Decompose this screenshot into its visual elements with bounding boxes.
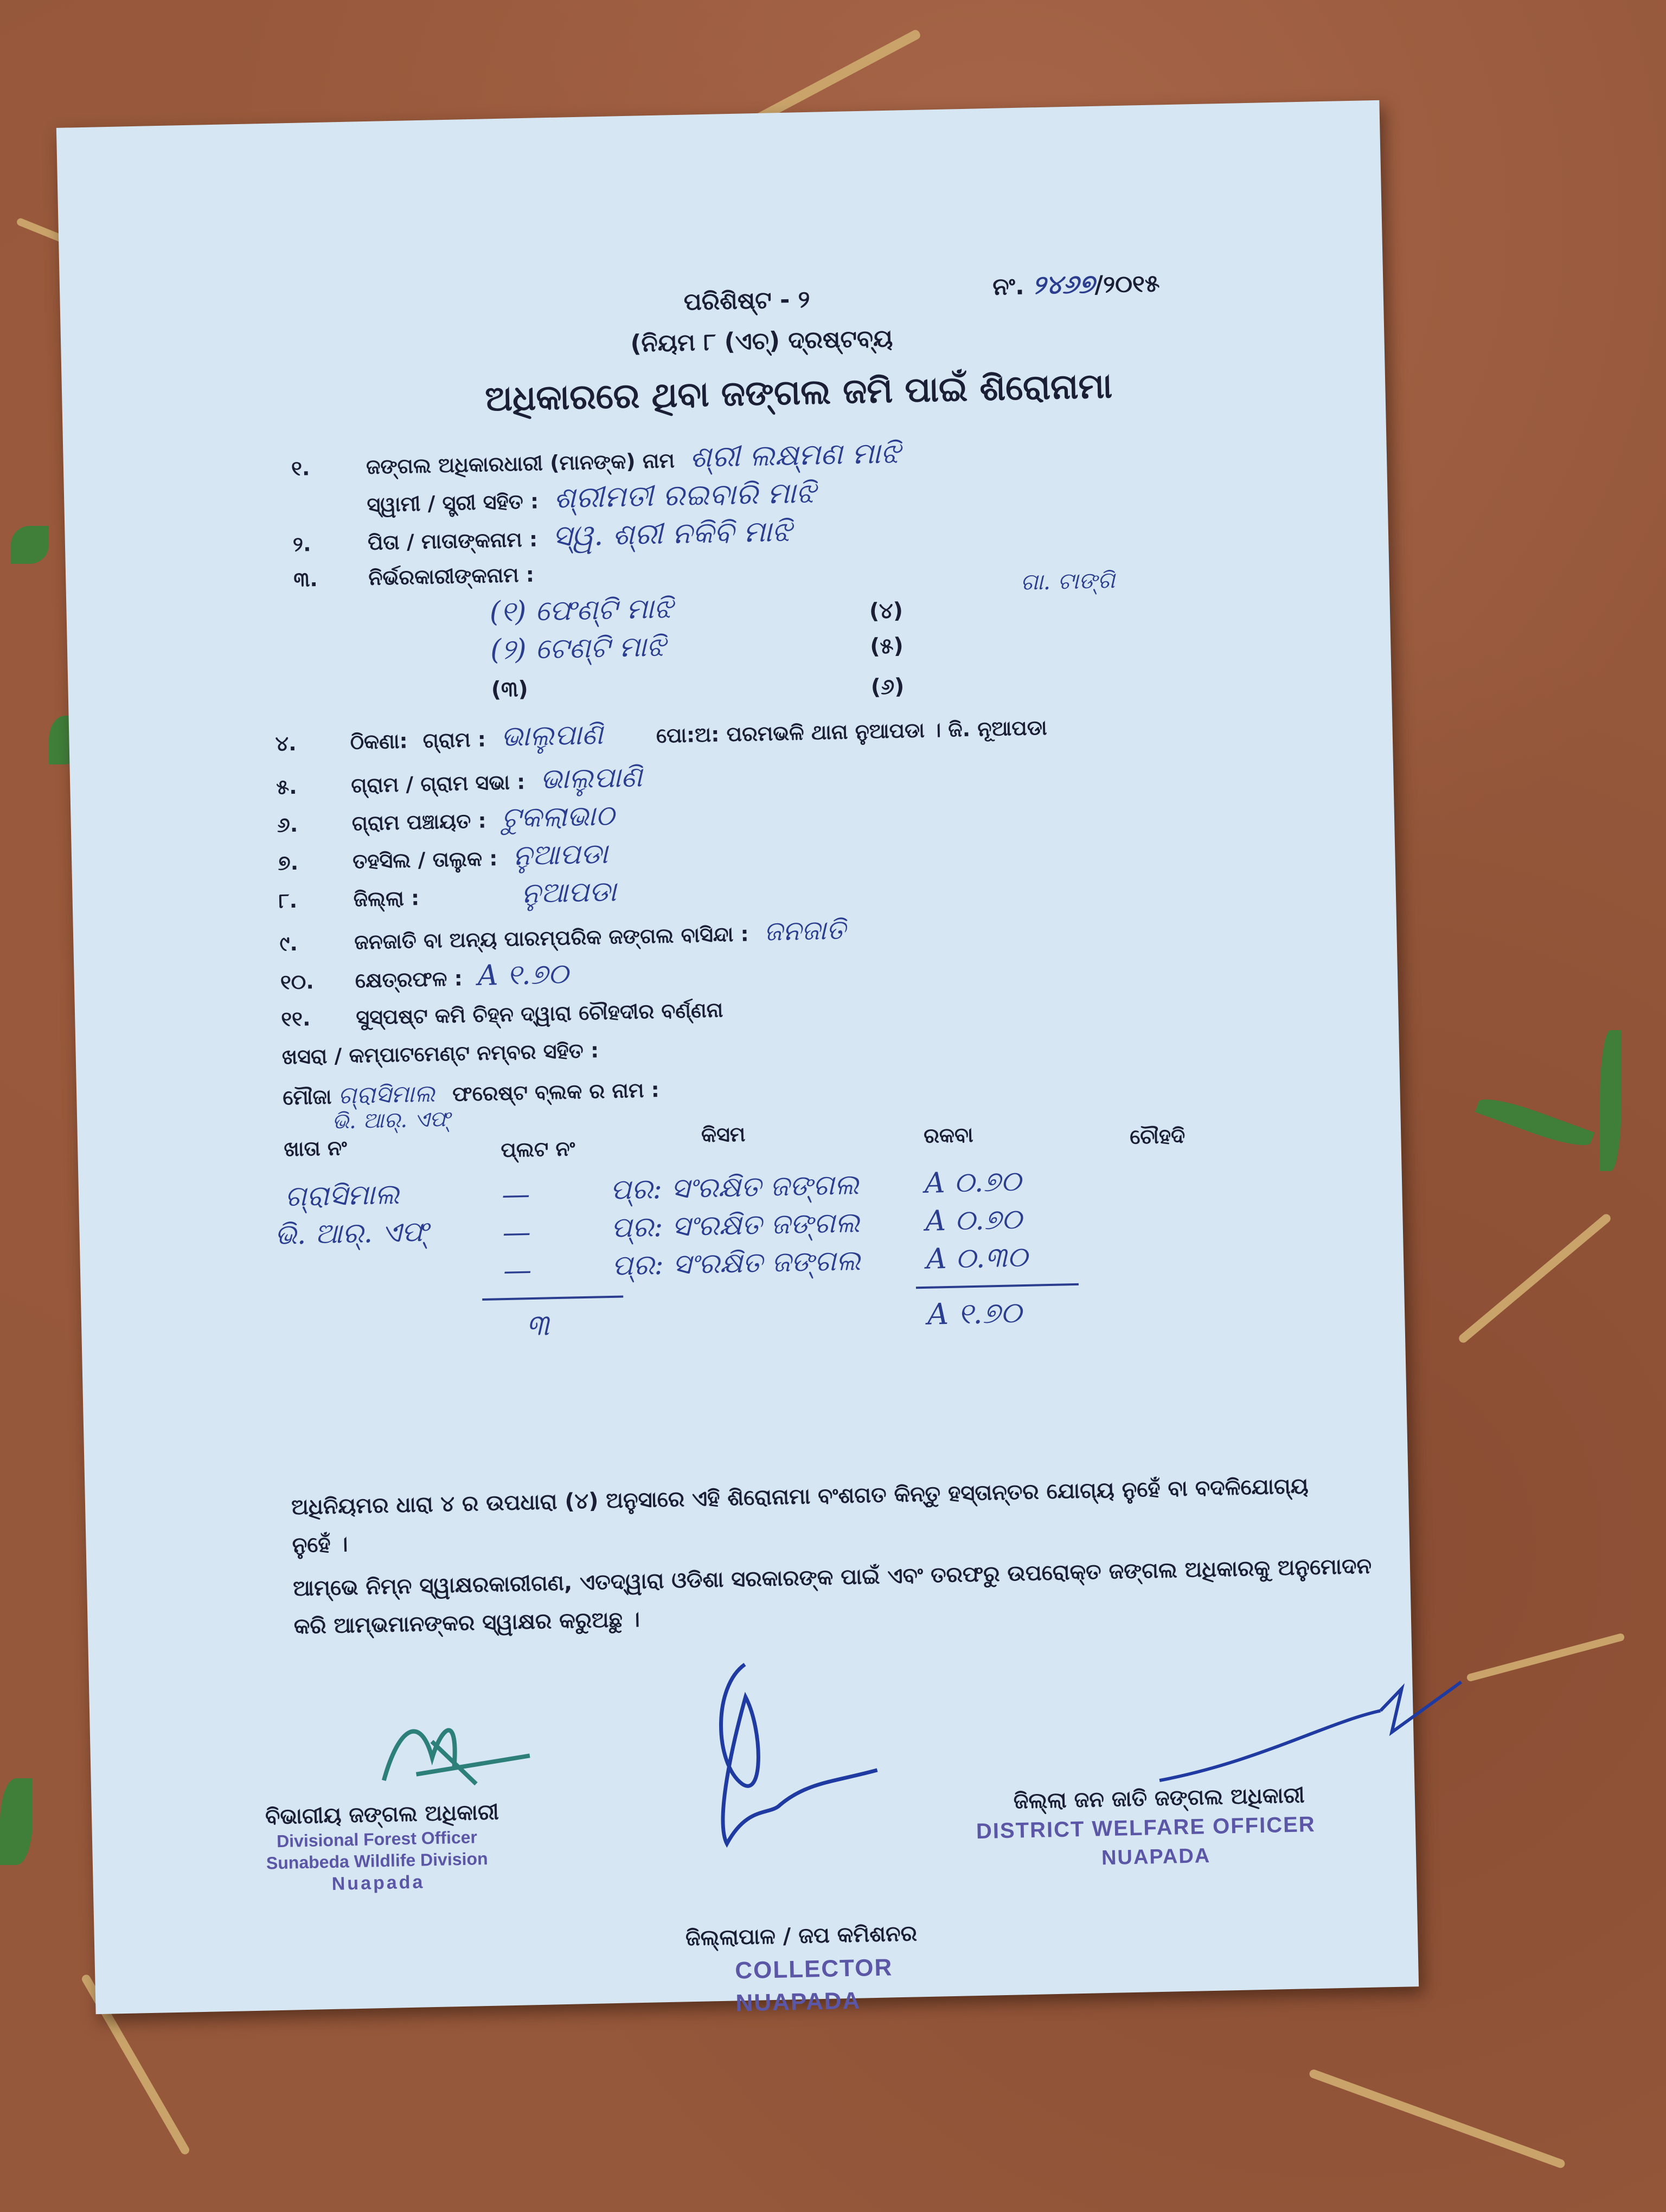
table-row-rakba: A ୦.୭୦ [925,1203,1022,1238]
field-number: ୭. [277,850,299,875]
total-plots: ୩ [526,1308,550,1343]
reference-number [992,267,1160,301]
field-label: ତହସିଲ / ତାଲୁକ : [352,846,498,873]
dfo-stamp-line-2: Sunabeda Wildlife Division [266,1848,488,1873]
mouza-label: ମୌଜା [282,1084,332,1110]
field-number: ୧୧. [280,1006,311,1031]
field-label: ଜିଲ୍ଲା : [353,886,420,911]
table-row-khata: ଭି. ଆର୍. ଏଫ୍ [274,1216,429,1251]
dfo-signature [349,1690,547,1814]
mouza-value: ଗ୍ରାସିମାଲ [337,1079,435,1110]
dfo-stamp-line-1: Divisional Forest Officer [276,1827,478,1851]
field-label: କ୍ଷେତ୍ରଫଳ : [355,966,463,993]
village-value: ଭାଲୁପାଣି [501,718,604,753]
table-row-kisam: ପ୍ର: ସଂରକ୍ଷିତ ଜଙ୍ଗଲ [610,1168,860,1206]
village-label: ଗ୍ରାମ : [422,727,486,753]
field-number [292,512,352,513]
total-area: A ୧.୭୦ [927,1295,1022,1332]
collector-title-odia: ଜିଲ୍ଲାପାଳ / ଜପ କମିଶନର [685,1921,918,1951]
field-value: ନୁଆପଡା [521,875,617,910]
field-number: ୧. [291,456,310,480]
dfo-stamp-line-3: Nuapada [331,1872,425,1894]
field-value: A ୧.୭୦ [477,957,569,992]
forest-rights-title-document [56,100,1419,2017]
header-rakba: ରକବା [923,1122,974,1148]
header-khata: ଖାତା ନଂ [283,1136,348,1161]
table-row-rakba: A ୦.୩୦ [926,1240,1028,1276]
field-value: ଟୁକଲାଭାଠ [501,799,615,835]
appendix-label: ପରିଶିଷ୍ଟ - ୨ [683,285,811,316]
dwo-signature [1146,1671,1474,1786]
field-label: ସୁସ୍ପଷ୍ଟ କମି ଚିହ୍ନ ଦ୍ୱାରା ଚୌହଦୀର ବର୍ଣ୍ଣନା [355,998,723,1030]
total-underline-area [916,1283,1079,1289]
declaration-line-2: ଆମ୍ଭେ ନିମ୍ନ ସ୍ୱାକ୍ଷରକାରୀଗଣ, ଏତଦ୍ୱାରା ଓଡିଶା ସରକାରଙ୍କ ପାଇଁ ଏବଂ ତରଫରୁ ଉପରୋକ୍ତ ଜଙ୍ଗଲ ଅଧିକାରକୁ ଅନୁମୋଦନ [292,1553,1372,1602]
field-label: ସ୍ୱାମୀ / ସ୍ତ୍ରୀ ସହିତ : [367,489,539,517]
reference-year: /୨୦୧୫ [1094,269,1160,299]
field-spouse [292,475,816,521]
table-row-khata: ଗ୍ରାସିମାଲ [284,1178,400,1213]
dfo-title-odia: ବିଭାଗୀୟ ଜଙ୍ଗଲ ଅଧିକାରୀ [265,1799,499,1830]
field-value: ସ୍ୱ. ଶ୍ରୀ ନକିବି ମାଝି [552,513,792,553]
post-office-address: ପୋ:ଅ: ପରମଭଳି ଥାନା ନୁଆପଡା । ଜି. ନୂଆପଡା [656,715,1047,748]
field-number: ୯. [279,931,298,956]
field-value: ଶ୍ରୀ ଲକ୍ଷ୍ମଣ ମାଝି [689,435,901,474]
field-number: ୬. [277,812,298,837]
field-gram-panchayat [277,800,614,840]
field-number: ୮. [278,888,298,913]
dwo-stamp-line-1: DISTRICT WELFARE OFFICER [976,1812,1316,1844]
field-number: ୩. [293,567,318,591]
header-kisam: କିସମ [701,1122,746,1147]
dependent-2: (୨) ଟେଣ୍ଟି ମାଝି [490,630,666,667]
dependents-side-note: ଗା. ଟାଙ୍ଗି [1020,567,1116,595]
field-label: ନିର୍ଭରକାରୀଙ୍କନାମ : [368,562,535,590]
collector-stamp-line-1: COLLECTOR [734,1954,893,1984]
table-row-kisam: ପ୍ର: ସଂରକ୍ଷିତ ଜଙ୍ଗଲ [610,1206,860,1244]
reference-number-value: ୨୪୬୭ [1032,268,1095,301]
field-label: ଜଙ୍ଗଲ ଅଧିକାରଧାରୀ (ମାନଙ୍କ) ନାମ [366,448,675,479]
dwo-stamp-line-2: NUAPADA [1101,1844,1211,1870]
rule-reference: (ନିୟମ ୮ (ଏଚ୍) ଦ୍ରଷ୍ଟବ୍ୟ [630,324,893,358]
total-underline-plots [482,1296,623,1301]
field-dependents [293,562,550,592]
field-value: ନୁଆପଡା [512,837,608,872]
forest-block-value: ଭି. ଆର୍. ଏଫ୍ [331,1107,451,1134]
dependent-6: (୬) [870,674,905,700]
table-row-plot: — [503,1254,532,1288]
table-row-plot: — [502,1216,531,1250]
header-plot: ପ୍ଲଟ ନଂ [501,1136,575,1162]
collector-stamp-line-2: NUAPADA [735,1987,861,2017]
table-row-rakba: A ୦.୭୦ [924,1165,1022,1200]
declaration-line-1b: ନୁହେଁ । [292,1532,348,1558]
field-area [280,958,568,997]
field-number: ୧୦. [280,969,315,994]
khasra-label: ଖସରା / କମ୍ପାଟମେଣ୍ଟ ନମ୍ବର ସହିତ : [281,1038,599,1069]
field-value: ଜନଜାତି [763,914,846,947]
dependent-1: (୧) ଫେଣ୍ଟି ମାଝି [489,592,674,629]
field-tahasil [278,838,608,878]
forest-block-label: ଫରେଷ୍ଟ ବ୍ଲକ ର ନାମ : [452,1078,660,1107]
field-label: ଜନଜାତି ବା ଅନ୍ୟ ପାରମ୍ପରିକ ଜଙ୍ଗଲ ବାସିନ୍ଦା : [354,922,749,954]
field-parent [292,514,792,559]
declaration-line-1: ଅଧିନିୟମର ଧାରା ୪ ର ଉପଧାରା (୪) ଅନୁସାରେ ଏହି ଶିରୋନାମା ବଂଶଗତ କିନ୍ତୁ ହସ୍ତାନ୍ତର ଯୋଗ୍ୟ ନୁହେଁ ବା ବଦଳିଯୋଗ୍ୟ [291,1474,1309,1520]
table-row-kisam: ପ୍ର: ସଂରକ୍ଷିତ ଜଙ୍ଗଲ [611,1244,861,1282]
dependent-3: (୩) [491,676,529,703]
table-row-plot: — [501,1178,530,1212]
reference-prefix: ନଂ. [992,272,1033,301]
field-label: ଗ୍ରାମ / ଗ୍ରାମ ସଭା : [350,770,526,798]
leaf-decoration [1600,1030,1622,1171]
collector-signature [680,1639,912,1861]
header-chouhaddi: ଚୌହଦି [1129,1123,1186,1149]
leaf-decoration [0,1778,33,1865]
field-value: ଶ୍ରୀମତୀ ରଇବାରି ମାଝି [553,475,816,515]
dependent-5: (୫) [869,633,904,659]
field-boundary [281,998,739,1032]
page-title: ଅଧିକାରରେ ଥିବା ଜଙ୍ଗଲ ଜମି ପାଇଁ ଶିରୋନାମା [484,366,1113,420]
field-gram-sabha [276,761,643,802]
field-address [275,709,1047,758]
field-label: ଗ୍ରାମ ପଞ୍ଚାୟତ : [351,808,487,835]
mouza-row [283,1075,659,1111]
field-district [278,876,617,916]
dependent-4: (୪) [869,598,904,624]
field-number: ୨. [292,532,311,556]
field-value: ଭାଲୁପାଣି [540,761,643,796]
field-number: ୪. [275,731,297,756]
field-label: ଠିକଣା: [350,729,408,754]
field-number: ୫. [275,774,297,799]
field-label: ପିତା / ମାତାଙ୍କନାମ : [367,527,538,555]
dwo-title-odia: ଜିଲ୍ଲା ଜନ ଜାତି ଜଙ୍ଗଲ ଅଧିକାରୀ [1013,1783,1305,1814]
declaration-line-2b: କରି ଆମ୍ଭମାନଙ୍କର ସ୍ୱାକ୍ଷର କରୁଅଛୁ । [293,1607,640,1639]
field-tribe [279,914,846,958]
leaf-decoration [11,526,49,564]
